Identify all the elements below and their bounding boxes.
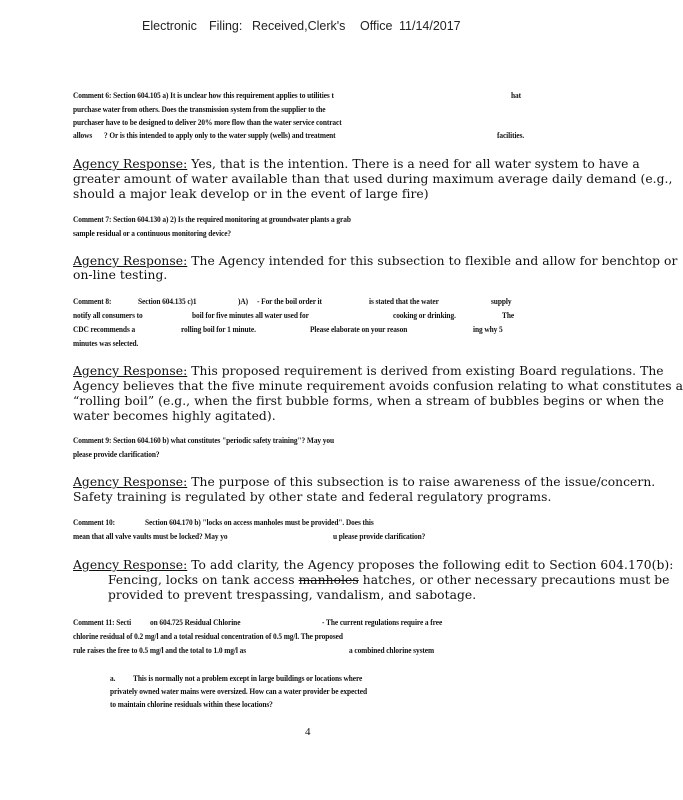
comment-line: cooking or drinking. [393, 310, 456, 320]
comment-line: u please provide clarification? [333, 531, 426, 541]
comment-line: Comment 9: Section 604.160 b) what constitutes "periodic safety training"? May you [73, 435, 335, 445]
comment-line: Section 604.135 c)1 [138, 296, 197, 306]
response-text: hatches, or other necessary precautions must be [362, 573, 670, 587]
comment-line: purchaser have to be designed to deliver 20% more flow than the water service contract [73, 117, 342, 127]
struck-text: manholes [298, 573, 359, 587]
comment-line: boil for five minutes all water used for [192, 310, 309, 320]
comment-line: sample residual or a continuous monitoring device? [73, 228, 232, 238]
comment-line: hat [511, 90, 522, 100]
response-text: The Agency intended for this subsection to flexible and allow for benchtop or [191, 254, 678, 268]
comment-line: facilities. [497, 130, 525, 140]
comment-line: The [502, 310, 515, 320]
comment-line: a combined chlorine system [349, 645, 435, 655]
response-text: Yes, that is the intention. There is a need for all water system to have a [191, 157, 640, 171]
response-text: should a major leak develop or in the event of large fire) [73, 187, 429, 201]
header-received: Received,Clerk's [252, 19, 346, 33]
header-electronic: Electronic [142, 19, 197, 33]
comment-line: ing why 5 [473, 324, 503, 334]
comment-line: Please elaborate on your reason [310, 324, 408, 334]
comment-line: Section 604.170 b) "locks on access manholes must be provided". Does this [145, 517, 374, 527]
response-text: To add clarity, the Agency proposes the following edit to Section 604.170(b): [191, 558, 674, 572]
comment-line: Comment 8: [73, 296, 112, 306]
comment-line: Comment 6: Section 604.105 a) It is unclear how this requirement applies to utilities t [73, 90, 334, 100]
comment-line: on 604.725 Residual Chlorine [150, 617, 241, 627]
response-text: provided to prevent trespassing, vandalism, and sabotage. [108, 588, 477, 602]
response-text: Agency believes that the five minute requirement avoids confusion relating to what constitutes a [73, 379, 683, 393]
comment-line: privately owned water mains were oversized. How can a water provider be expected [110, 686, 368, 696]
list-marker: a. [110, 673, 116, 683]
agency-response-label: Agency Response: [73, 558, 188, 572]
agency-response-label: Agency Response: [73, 157, 188, 171]
agency-response-label: Agency Response: [73, 475, 188, 489]
comment-line: - For the boil order it [257, 296, 322, 306]
response-text: water becomes highly agitated). [73, 409, 276, 423]
response-text: on-line testing. [73, 268, 168, 282]
comment-line: ? Or is this intended to apply only to the water supply (wells) and treatment [104, 130, 336, 140]
comment-line: allows [73, 130, 93, 140]
comment-line: purchase water from others. Does the transmission system from the supplier to the [73, 104, 326, 114]
comment-line: )A) [238, 296, 249, 306]
header-office: Office [360, 19, 393, 33]
comment-line: is stated that the water [369, 296, 439, 306]
response-text: greater amount of water available than that used during maximum average daily demand (e.g., [73, 172, 673, 186]
comment-line: minutes was selected. [73, 338, 139, 348]
agency-response-label: Agency Response: [73, 364, 188, 378]
response-text: Safety training is regulated by other state and federal regulatory programs. [73, 490, 552, 504]
header-date: 11/14/2017 [399, 19, 461, 33]
page-number: 4 [305, 726, 311, 738]
agency-response-label: Agency Response: [73, 254, 188, 268]
comment-line: supply [491, 296, 512, 306]
comment-line: Comment 10: [73, 517, 115, 527]
comment-line: rule raises the free to 0.5 mg/l and the total to 1.0 mg/l as [73, 645, 246, 655]
comment-line: - The current regulations require a free [322, 617, 443, 627]
comment-line: chlorine residual of 0.2 mg/l and a total residual concentration of 0.5 mg/l. The proposed [73, 631, 343, 641]
comment-line: Comment 7: Section 604.130 a) 2) Is the required monitoring at groundwater plants a grab [73, 214, 351, 224]
comment-line: mean that all valve vaults must be locked? May yo [73, 531, 228, 541]
header-filing: Filing: [209, 19, 243, 33]
comment-line: notify all consumers to [73, 310, 143, 320]
comment-line: please provide clarification? [73, 449, 160, 459]
comment-line: to maintain chlorine residuals within these locations? [110, 699, 273, 709]
comment-line: Comment 11: Secti [73, 617, 132, 627]
response-text: Fencing, locks on tank access [108, 573, 295, 587]
response-text: “rolling boil” (e.g., when the first bubble forms, when a stream of bubbles begins or when the [73, 394, 664, 408]
response-text: The purpose of this subsection is to raise awareness of the issue/concern. [191, 475, 656, 489]
comment-line: rolling boil for 1 minute. [181, 324, 256, 334]
comment-line: This is normally not a problem except in large buildings or locations where [133, 673, 363, 683]
comment-line: CDC recommends a [73, 324, 136, 334]
response-text: This proposed requirement is derived from existing Board regulations. The [191, 364, 664, 378]
